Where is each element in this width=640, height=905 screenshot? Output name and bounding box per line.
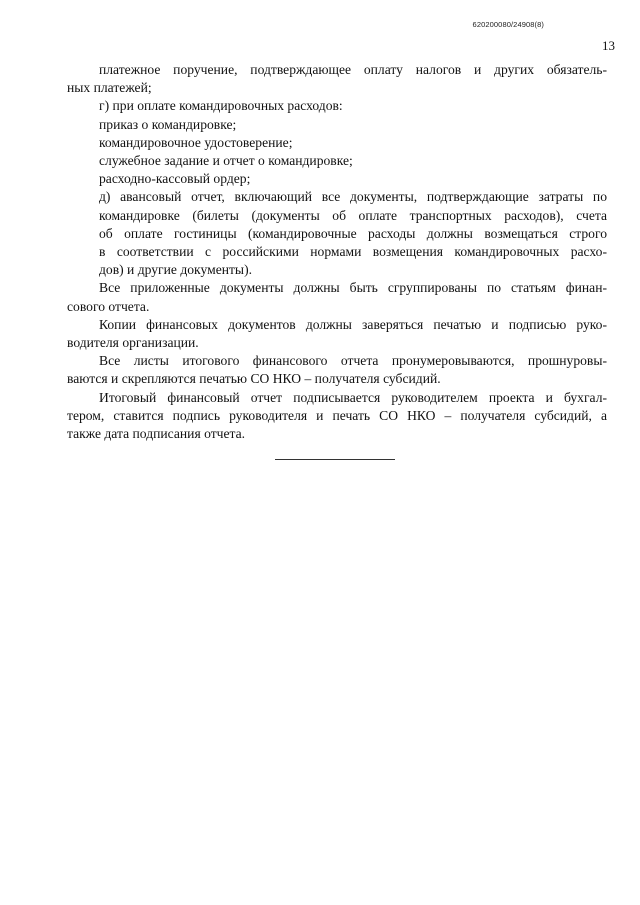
- text-line: платежное поручение, подтверждающее оплату налогов и других обязатель-: [99, 62, 607, 77]
- text-line: служебное задание и отчет о командировке;: [99, 153, 353, 169]
- separator-line: [275, 459, 395, 460]
- text-line: ных платежей;: [67, 80, 152, 96]
- text-line: приказ о командировке;: [99, 116, 237, 132]
- page-number: 13: [602, 38, 615, 53]
- text-line: г) при оплате командировочных расходов:: [99, 98, 343, 114]
- text-line: водителя организации.: [67, 335, 199, 351]
- text-line: в соответствии с российскими нормами возмещения командировочных расхо-: [99, 244, 607, 260]
- text-line: ваются и скрепляются печатью СО НКО – получателя субсидий.: [67, 371, 441, 387]
- text-line: командировке (билеты (документы об оплате транспортных расходов), счета: [99, 207, 607, 223]
- text-line: д) авансовый отчет, включающий все документы, подтверждающие затраты по: [99, 189, 607, 205]
- text-line: расходно-кассовый ордер;: [99, 171, 251, 187]
- text-line: также дата подписания отчета.: [67, 426, 246, 442]
- document-body: [67, 61, 607, 443]
- text-line: командировочное удостоверение;: [99, 134, 293, 150]
- text-line: Все приложенные документы должны быть сгруппированы по статьям финан-: [99, 280, 607, 296]
- document-code: 620200080/24908(8): [472, 20, 544, 29]
- text-line: сового отчета.: [67, 298, 150, 314]
- text-line: Все листы итогового финансового отчета пронумеровываются, прошнуровы-: [99, 353, 607, 369]
- text-line: об оплате гостиницы (командировочные расходы должны возмещаться строго: [99, 225, 607, 241]
- text-line: дов) и другие документы).: [99, 262, 252, 278]
- text-line: Копии финансовых документов должны заверяться печатью и подписью руко-: [99, 316, 607, 332]
- text-line: Итоговый финансовый отчет подписывается руководителем проекта и бухгал-: [99, 389, 607, 405]
- text-line: тером, ставится подпись руководителя и печать СО НКО – получателя субсидий, а: [67, 407, 607, 423]
